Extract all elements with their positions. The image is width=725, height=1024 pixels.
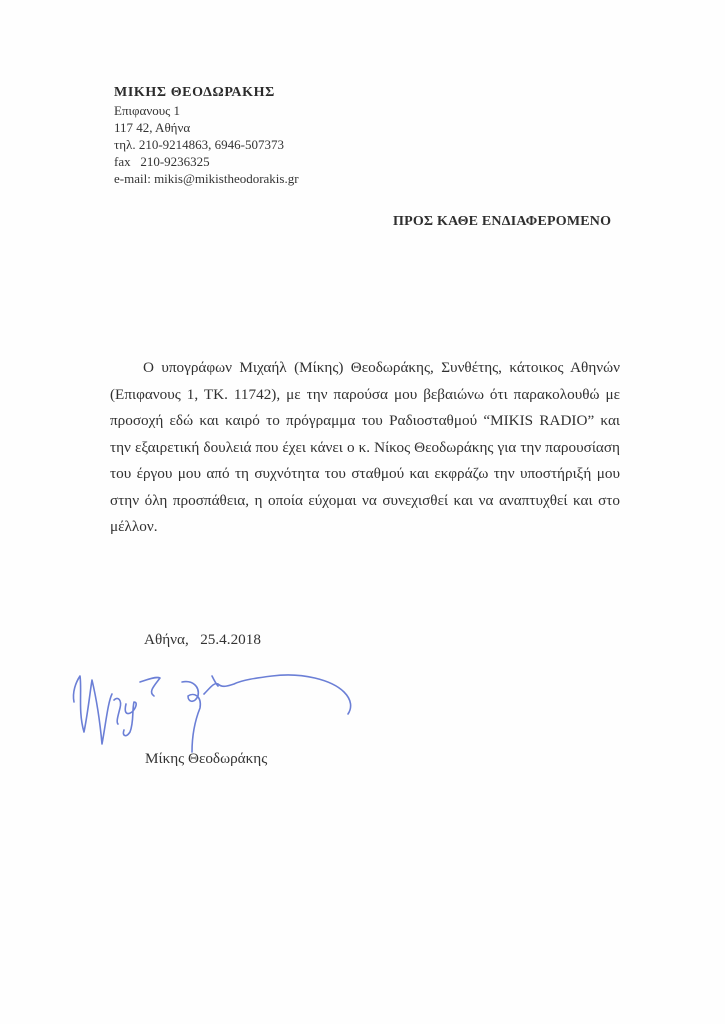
letter-body: Ο υπογράφων Μιχαήλ (Μίκης) Θεοδωράκης, Συνθέτης, κάτοικος Αθηνών (Επιφανους 1, ΤΚ. 11742), με την παρούσα μου βεβαιώνω ότι παρακολουθώ με προσοχή εδώ και καιρό το πρόγραμμα του Ραδιοσταθμού “MIKIS RADIO” και την εξαιρετική δουλειά που έχει κάνει ο κ. Νίκος Θεοδωράκης για την παρουσίαση του έργου μου από τη συχνότητα του σταθμού και εκφράζω την υποστήριξή μου στην όλη προσπάθεια, η οποία εύχομαι να συνεχισθεί και να αναπτυχθεί και στο μέλλον. [110,359,620,535]
signature-icon [62,652,362,762]
sender-address-street: Επιφανους 1 [114,103,181,118]
sender-email: e-mail: mikis@mikistheodorakis.gr [114,171,299,186]
sender-name: ΜΙΚΗΣ ΘΕΟΔΩΡΑΚΗΣ [114,85,275,100]
recipient-heading: ΠΡΟΣ ΚΑΘΕ ΕΝΔΙΑΦΕΡΟΜΕΝΟ [393,214,612,229]
letterhead [114,84,299,187]
signer-name: Μίκης Θεοδωράκης [145,750,268,767]
place-date: Αθήνα, 25.4.2018 [144,631,261,648]
sender-phone: τηλ. 210-9214863, 6946-507373 [114,137,284,152]
sender-address-city: 117 42, Αθήνα [114,120,191,135]
sender-fax: fax 210-9236325 [114,154,210,169]
